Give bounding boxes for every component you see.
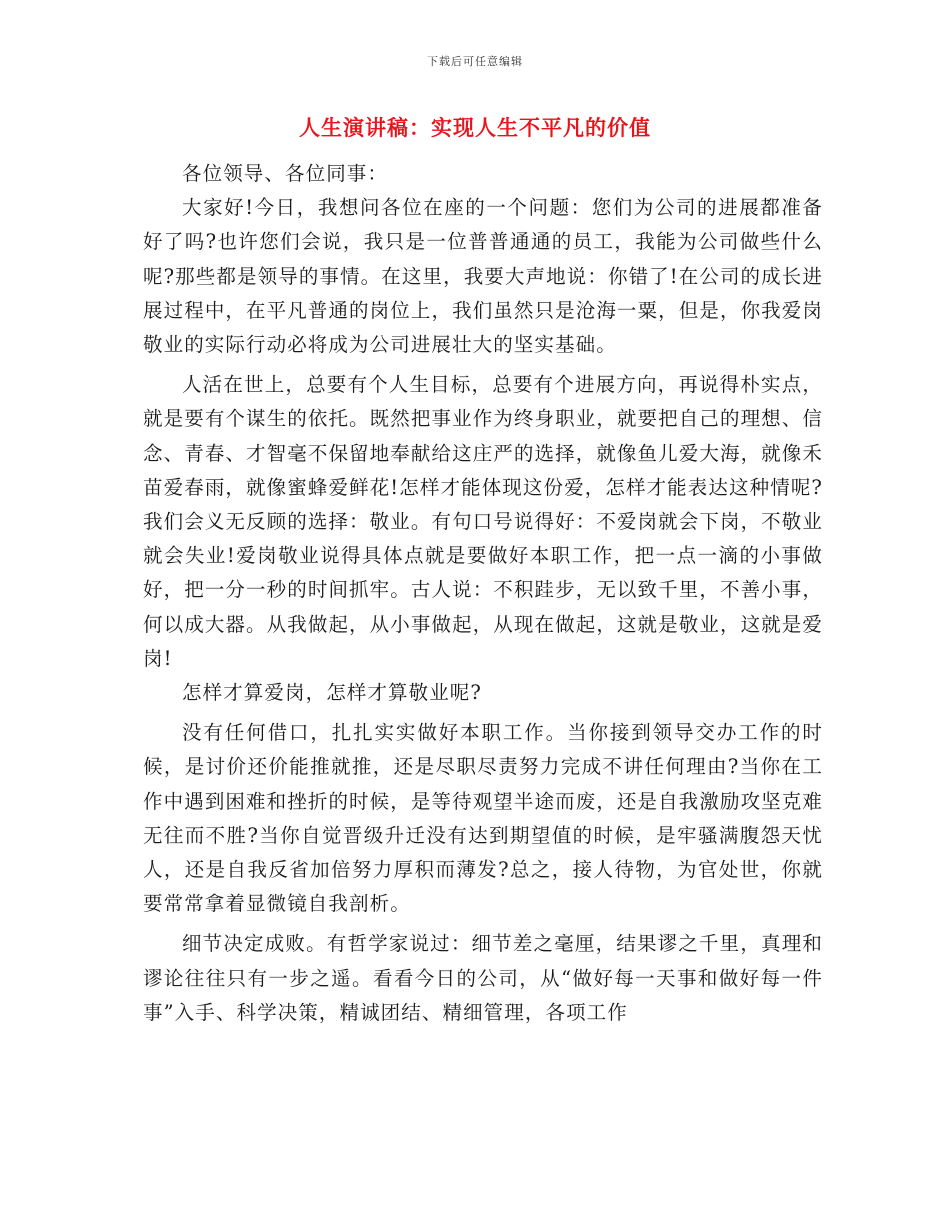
- paragraph-3: 怎样才算爱岗，怎样才算敬业呢?: [182, 681, 482, 705]
- document-body: [143, 157, 823, 1030]
- header-note: 下载后可任意编辑: [427, 55, 523, 68]
- document-title: 人生演讲稿：实现人生不平凡的价值: [299, 116, 651, 140]
- paragraph-4: 没有任何借口，扎扎实实做好本职工作。当你接到领导交办工作的时候，是讨价还价能推就推，还是尽职尽责努力完成不讲任何理由?当你在工作中遇到困难和挫折的时候，是等待观望半途而废，还是自我激励攻坚克难无往而不胜?当你自觉晋级升迁没有达到期望值的时候，是牢骚满腹怨天忧人，还是自我反省加倍努力厚积而薄发?总之，接人待物，为官处世，你就要常常拿着显微镜自我剖析。: [143, 721, 823, 916]
- paragraph-5: 细节决定成败。有哲学家说过：细节差之毫厘，结果谬之千里，真理和谬论往往只有一步之遥。看看今日的公司，从“做好每一天事和做好每一件事”入手、科学决策，精诚团结、精细管理，各项工作: [143, 932, 823, 1024]
- paragraph-1: 大家好!今日，我想问各位在座的一个问题：您们为公司的进展都准备好了吗?也许您们会说，我只是一位普普通通的员工，我能为公司做些什么呢?那些都是领导的事情。在这里，我要大声地说：你错了!在公司的成长进展过程中，在平凡普通的岗位上，我们虽然只是沧海一粟，但是，你我爱岗敬业的实际行动必将成为公司进展壮大的坚实基础。: [143, 196, 823, 357]
- paragraph-2: 人活在世上，总要有个人生目标，总要有个进展方向，再说得朴实点，就是要有个谋生的依托。既然把事业作为终身职业，就要把自己的理想、信念、青春、才智毫不保留地奉献给这庄严的选择，就像鱼儿爱大海，就像禾苗爱春雨，就像蜜蜂爱鲜花!怎样才能体现这份爱，怎样才能表达这种情呢?我们会义无反顾的选择：敬业。有句口号说得好：不爱岗就会下岗，不敬业就会失业!爱岗敬业说得具体点就是要做好本职工作，把一点一滴的小事做好，把一分一秒的时间抓牢。古人说：不积跬步，无以致千里，不善小事，何以成大器。从我做起，从小事做起，从现在做起，这就是敬业，这就是爱岗!: [143, 373, 823, 670]
- salutation: 各位领导、各位同事：: [182, 162, 389, 185]
